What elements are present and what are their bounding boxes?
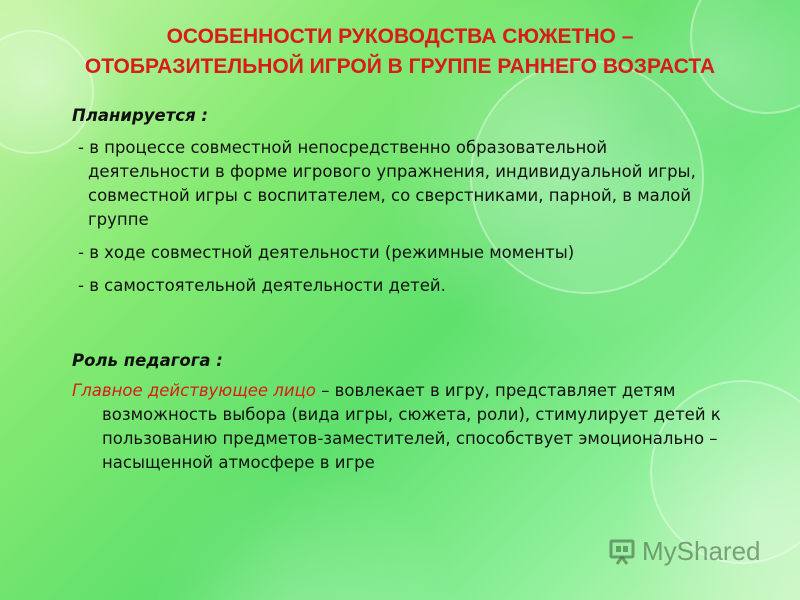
planned-item: - в процессе совместной непосредственно образовательной деятельности в форме игрового упражнения, индивидуальной игры, совместной игры с воспитателем, со сверстниками, парной, в малой группе [78, 138, 696, 229]
slide-title: ОСОБЕННОСТИ РУКОВОДСТВА СЮЖЕТНО – ОТОБРАЗИТЕЛЬНОЙ ИГРОЙ В ГРУППЕ РАННЕГО ВОЗРАСТА [84, 25, 716, 78]
slide-content [72, 104, 732, 492]
planned-item: - в самостоятельной деятельности детей. [78, 276, 446, 295]
planned-item: - в ходе совместной деятельности (режимные моменты) [78, 243, 575, 262]
planned-heading: Планируется : [72, 106, 209, 125]
role-lead: Главное действующее лицо [72, 381, 316, 400]
role-heading: Роль педагога : [72, 351, 223, 370]
role-text: – вовлекает в игру, представляет детям возможность выбора (вида игры, сюжета, роли), стимулирует детей к пользованию предметов-заместителей, способствует эмоционально – насыщенной атмосфере в игре [102, 381, 721, 472]
watermark [608, 536, 761, 567]
presentation-icon [608, 538, 636, 566]
role-description [72, 379, 732, 475]
watermark-text: MyShared [642, 536, 761, 566]
